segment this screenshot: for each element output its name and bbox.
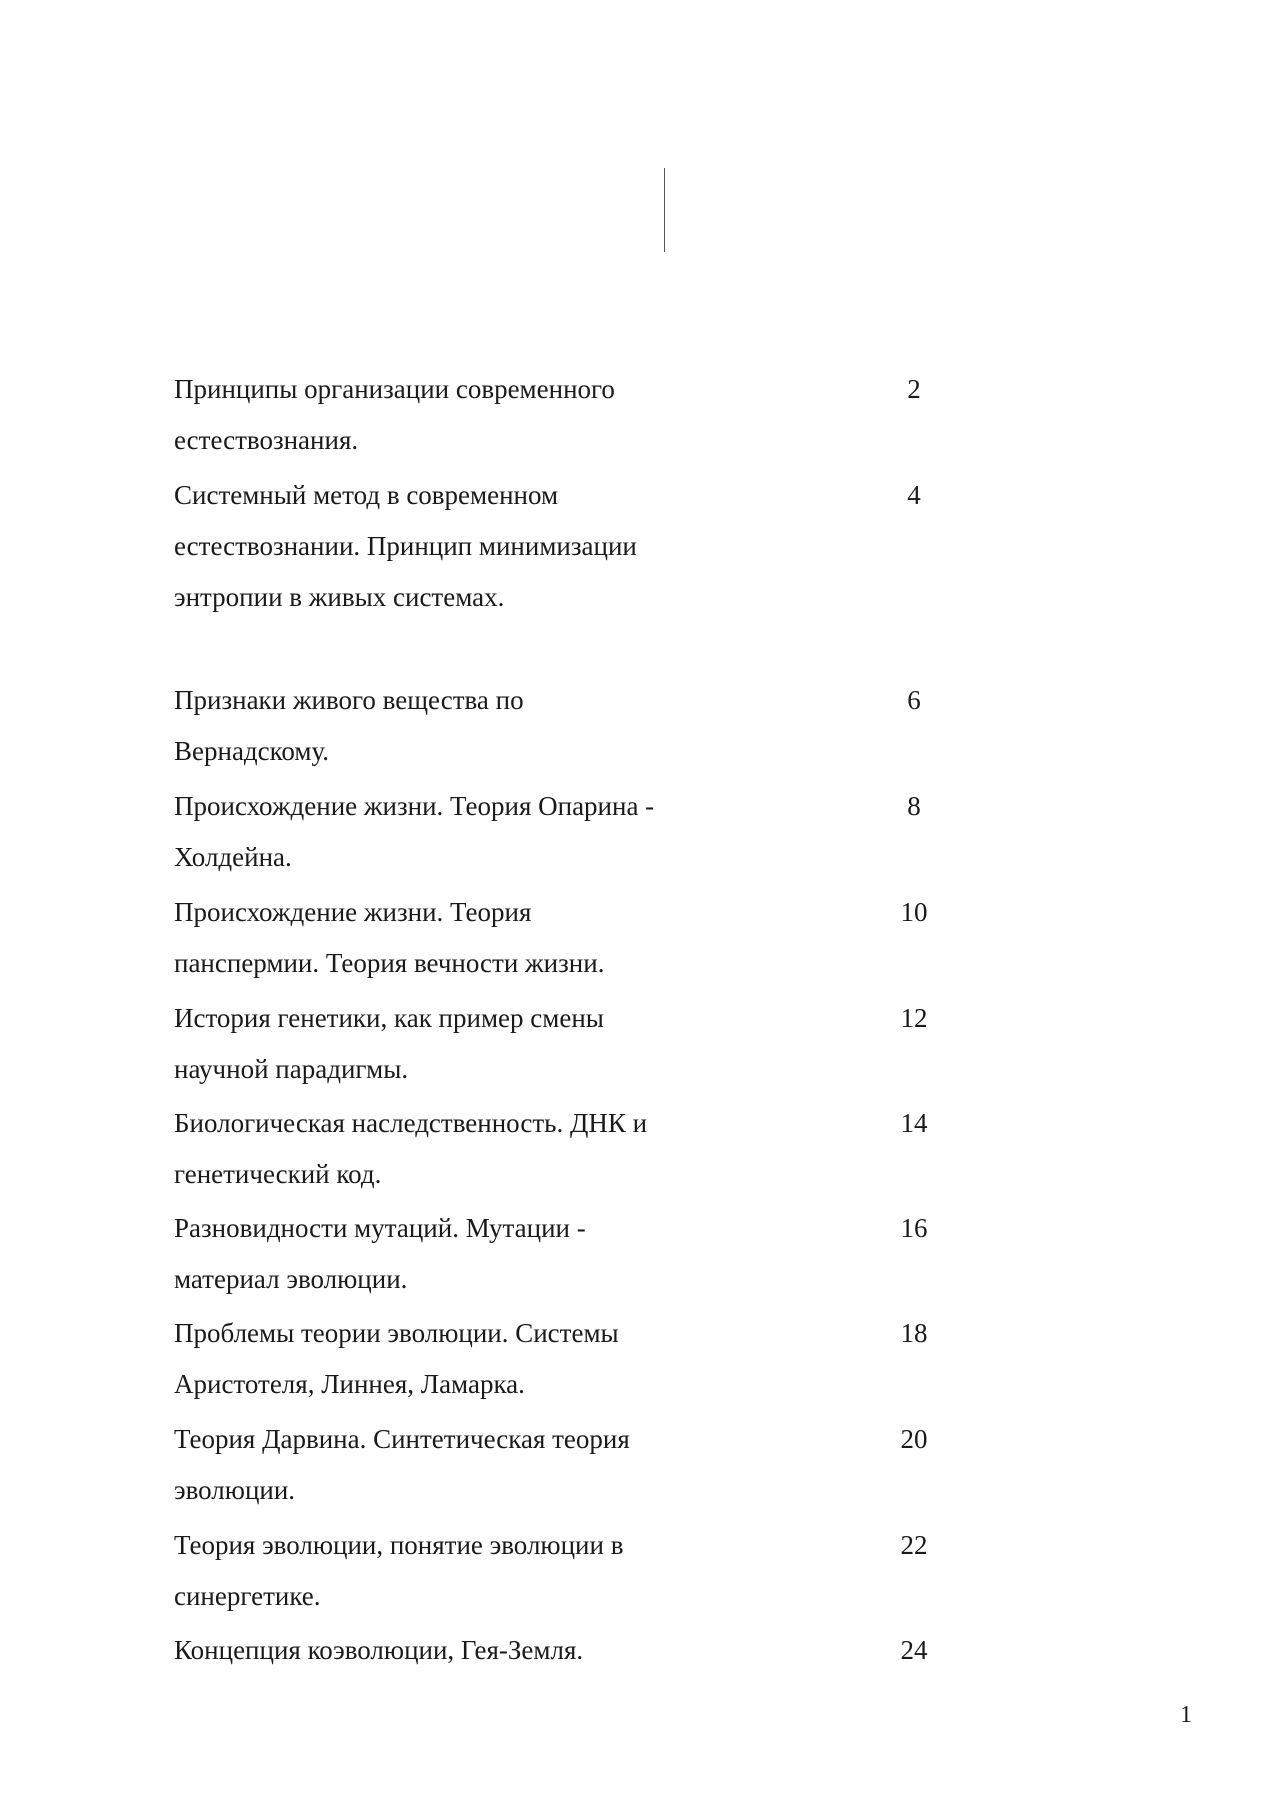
table-of-contents [174,364,954,1685]
toc-entry-page: 12 [900,1003,928,1033]
toc-entry[interactable] [174,675,954,781]
toc-entry-title: Теория Дарвина. Синтетическая теория эволюции. [174,1424,630,1505]
toc-entry-title: Биологическая наследственность. ДНК и генетический код. [174,1108,648,1189]
toc-entry[interactable] [174,993,954,1098]
toc-entry-page: 18 [900,1318,928,1348]
toc-entry-page: 6 [907,685,921,715]
toc-entry-page: 14 [900,1108,928,1138]
toc-entry[interactable] [174,470,954,675]
toc-entry[interactable] [174,1520,954,1625]
toc-entry[interactable] [174,364,954,470]
toc-entry-title: Разновидности мутаций. Мутации - материал эволюции. [174,1213,586,1294]
toc-entry[interactable] [174,1098,954,1203]
toc-entry-title: Концепция коэволюции, Гея-Земля. [174,1635,584,1665]
toc-entry-title: Теория эволюции, понятие эволюции в синергетике. [174,1530,624,1611]
toc-entry[interactable] [174,887,954,993]
toc-entry-title: Проблемы теории эволюции. Системы Аристотеля, Линнея, Ламарка. [174,1318,619,1399]
toc-entry[interactable] [174,1414,954,1520]
toc-entry-title: Происхождение жизни. Теория Опарина - Холдейна. [174,791,655,872]
toc-entry-page: 20 [900,1424,928,1454]
toc-entry-page: 22 [900,1530,928,1560]
toc-entry-title: Системный метод в современном естествознании. Принцип минимизации энтропии в живых системах. [174,480,637,612]
toc-entry-page: 10 [900,897,928,927]
toc-entry-title: История генетики, как пример смены научной парадигмы. [174,1003,604,1084]
toc-entry[interactable] [174,1625,954,1685]
toc-entry-page: 24 [900,1635,928,1665]
text-cursor [664,168,665,252]
toc-entry[interactable] [174,781,954,887]
page-number: 1 [1180,1702,1192,1728]
toc-entry-title: Признаки живого вещества по Вернадскому. [174,685,524,766]
toc-entry[interactable] [174,1203,954,1308]
toc-entry-title: Принципы организации современного естествознания. [174,374,615,455]
toc-entry-page: 16 [900,1213,928,1243]
toc-entry-page: 2 [907,374,921,404]
toc-entry-title: Происхождение жизни. Теория панспермии. Теория вечности жизни. [174,897,605,978]
toc-entry-page: 8 [907,791,921,821]
toc-entry-page: 4 [907,480,921,510]
toc-entry[interactable] [174,1308,954,1414]
